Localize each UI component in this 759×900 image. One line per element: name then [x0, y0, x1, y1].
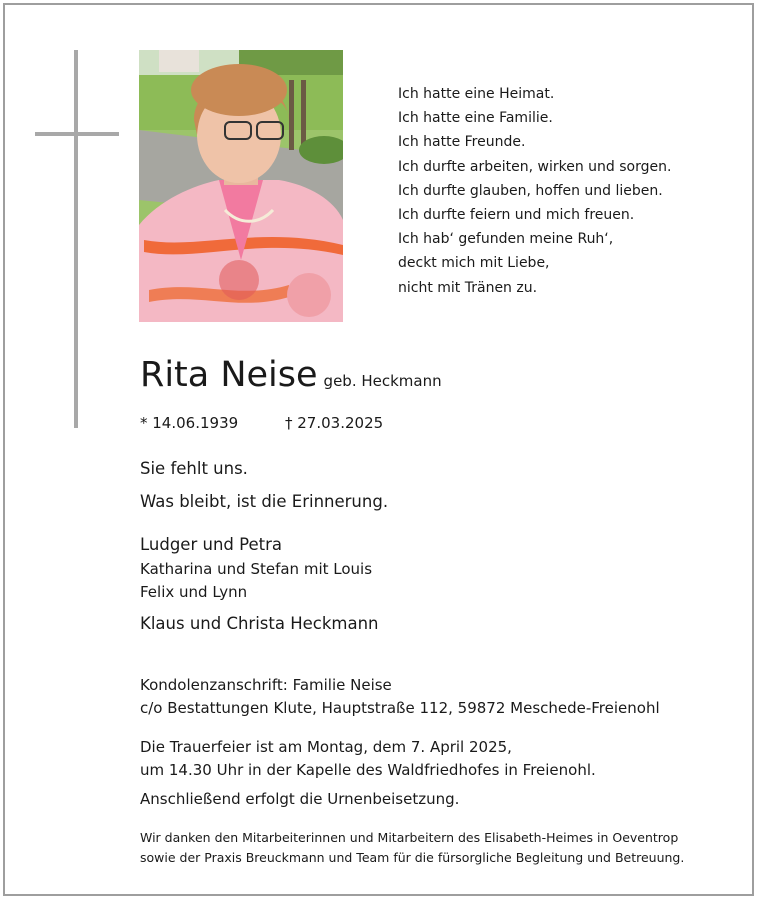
cross-icon-vertical [74, 50, 78, 428]
portrait-photo [139, 50, 343, 322]
deceased-name: Rita Neise [140, 355, 318, 395]
cross-icon-horizontal [35, 132, 119, 136]
ceremony-line-3: Anschließend erfolgt die Urnenbeisetzung. [140, 790, 460, 808]
poem-line: deckt mich mit Liebe, [398, 255, 550, 272]
deceased-heading [140, 355, 442, 395]
poem-line: Ich durfte arbeiten, wirken und sorgen. [398, 158, 672, 175]
family-line-4: Klaus und Christa Heckmann [140, 614, 379, 633]
ceremony-line-2: um 14.30 Uhr in der Kapelle des Waldfriedhofes in Freienohl. [140, 761, 596, 779]
ceremony-line-1: Die Trauerfeier ist am Montag, dem 7. April 2025, [140, 738, 512, 756]
saying-line-1: Sie fehlt uns. [140, 459, 248, 478]
poem-line: Ich hatte eine Familie. [398, 110, 553, 127]
poem-line: Ich durfte glauben, hoffen und lieben. [398, 182, 663, 199]
poem-line: Ich hatte Freunde. [398, 134, 526, 151]
saying-line-2: Was bleibt, ist die Erinnerung. [140, 492, 389, 511]
condolence-line-1: Kondolenzanschrift: Familie Neise [140, 676, 392, 694]
birth-name: geb. Heckmann [323, 372, 442, 390]
poem-line: Ich durfte feiern und mich freuen. [398, 207, 635, 224]
poem-line: Ich hatte eine Heimat. [398, 86, 555, 102]
condolence-line-2: c/o Bestattungen Klute, Hauptstraße 112, 59872 Meschede-Freienohl [140, 699, 660, 717]
birth-date: * 14.06.1939 [140, 414, 239, 432]
poem [398, 82, 671, 300]
thanks-line-2: sowie der Praxis Breuckmann und Team für die fürsorgliche Begleitung und Betreuung. [140, 850, 685, 865]
family-line-2: Katharina und Stefan mit Louis [140, 560, 373, 578]
poem-line: Ich hab‘ gefunden meine Ruh‘, [398, 231, 614, 248]
life-dates [140, 414, 384, 432]
family-line-1: Ludger und Petra [140, 535, 282, 554]
thanks-line-1: Wir danken den Mitarbeiterinnen und Mitarbeitern des Elisabeth-Heimes in Oeventrop [140, 830, 679, 845]
death-date: † 27.03.2025 [285, 414, 384, 432]
family-line-3: Felix und Lynn [140, 583, 248, 601]
poem-line: nicht mit Tränen zu. [398, 279, 538, 296]
